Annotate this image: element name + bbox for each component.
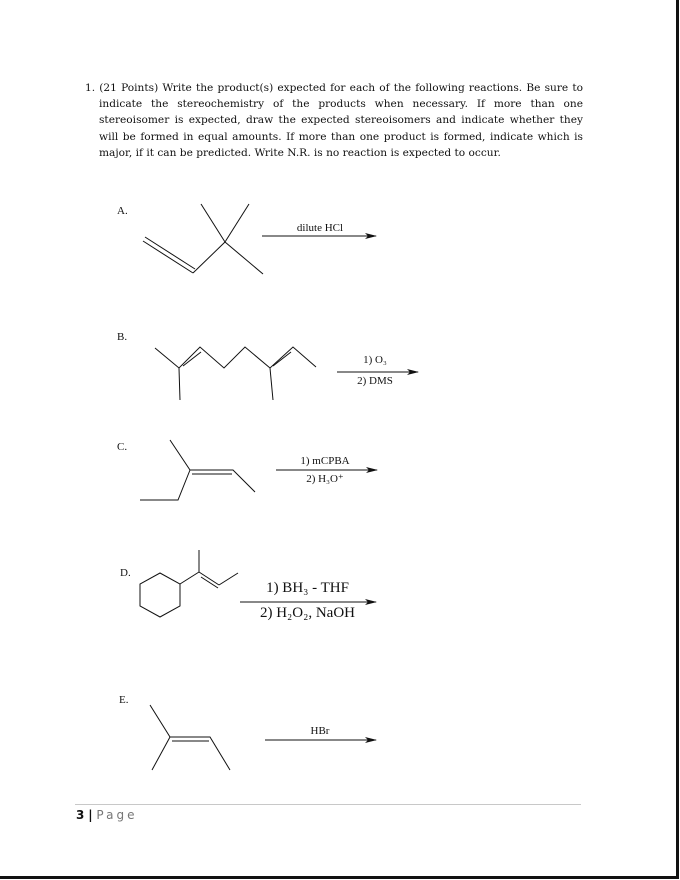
molecule-e [150,705,230,770]
molecule-a [143,204,263,274]
question-text: (21 Points) Write the product(s) expected for each of the following reactions. Be sure to indicate the stereochemistry of the products when necessary. If more than one stereoisomer is expected, draw the expected stereoisomers and indicate whether they will be formed in equal amounts. If more than one product is formed, indicate which is major, if it can be predicted. Write N.R. is no reaction is expected to occur. [99,82,583,159]
page-footer [76,808,137,822]
reagent-b-step2: 2) DMS [357,375,393,387]
reaction-label-b: B. [117,331,128,343]
reagent-a: dilute HCl [296,222,344,234]
question-number: 1. [85,82,96,94]
reagent-c-step2: 2) H₃O⁺ [306,473,344,485]
page-word: Page [96,808,138,822]
reagent-c-step1: 1) mCPBA [300,455,350,467]
molecule-b [155,347,316,400]
molecule-d [140,550,238,617]
reaction-label-d: D. [120,567,131,579]
reagent-e: HBr [310,725,330,737]
footer-separator: | [88,808,93,822]
reagent-d-step1: 1) BH₃ - THF [266,580,349,596]
reagent-b-step1: 1) O₃ [363,354,387,366]
footer-divider [75,804,581,805]
reaction-label-c: C. [117,441,128,453]
molecule-c [140,440,255,500]
page-number: 3 [76,808,85,822]
reaction-label-e: E. [119,694,129,706]
reaction-label-a: A. [117,205,128,217]
reagent-d-step2: 2) H₂O₂, NaOH [259,605,356,621]
